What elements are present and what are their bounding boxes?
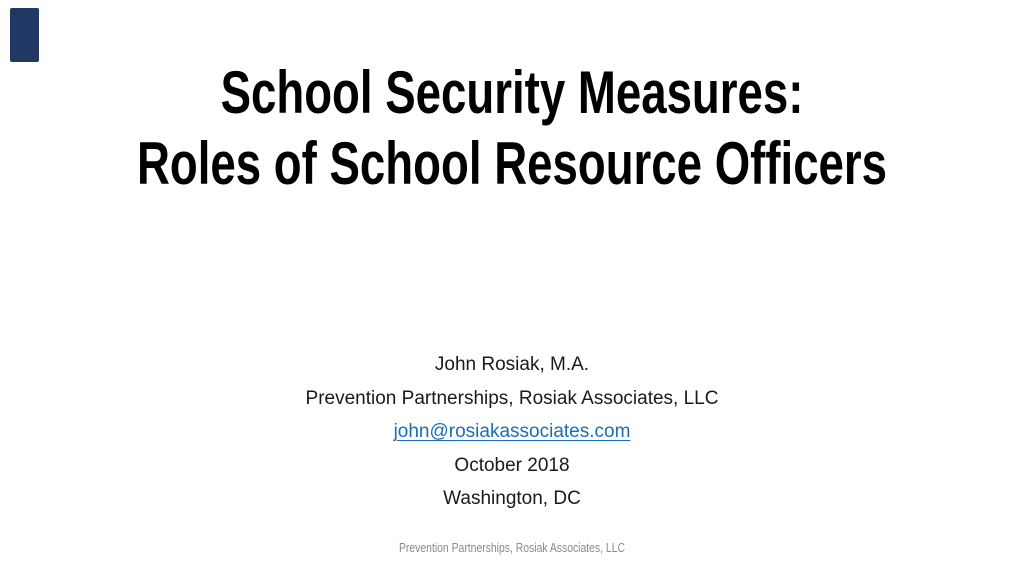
email-link[interactable]: john@rosiakassociates.com [393, 421, 631, 442]
slide-title [123, 57, 901, 199]
presentation-location: Washington, DC [443, 488, 581, 509]
email-line [0, 415, 1024, 449]
slide-footer: Prevention Partnerships, Rosiak Associates, LLC [398, 540, 626, 555]
author-name: John Rosiak, M.A. [434, 354, 590, 375]
author-organization: Prevention Partnerships, Rosiak Associates, LLC [305, 387, 719, 409]
corner-accent-rect [10, 8, 39, 62]
title-line-1: School Security Measures: [220, 59, 804, 126]
presentation-date: October 2018 [454, 454, 570, 476]
byline-block [0, 348, 1024, 516]
title-line-2: Roles of School Resource Officers [136, 130, 888, 197]
